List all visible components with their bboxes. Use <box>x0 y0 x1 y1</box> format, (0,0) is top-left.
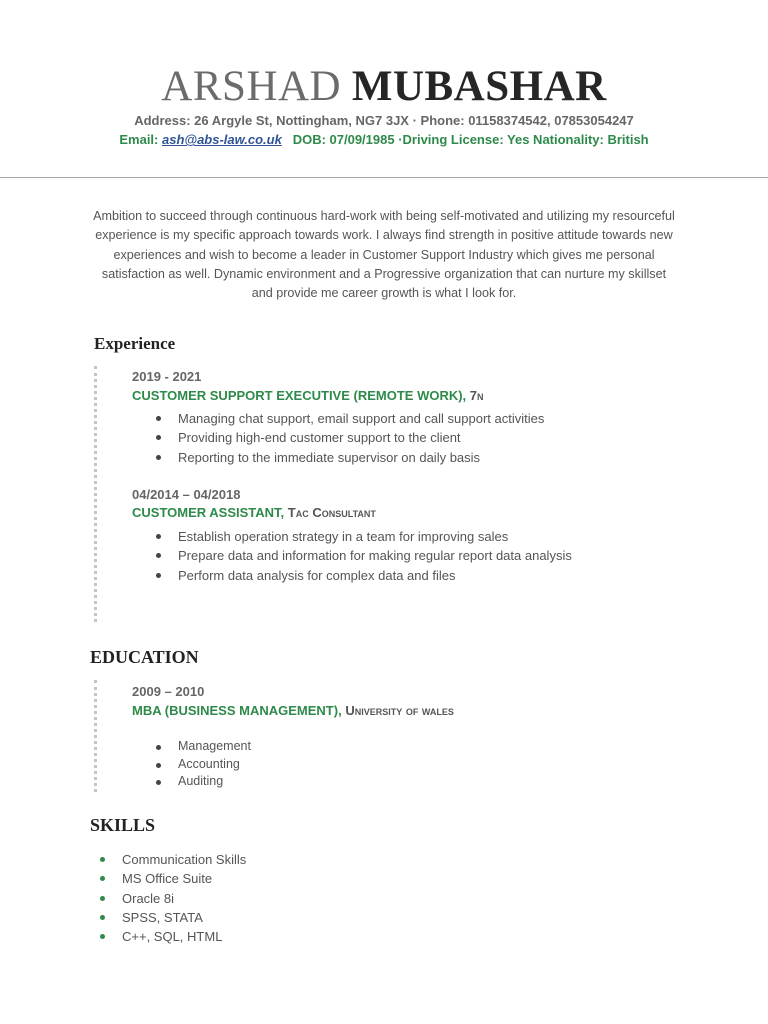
address-phone-line: Address: 26 Argyle St, Nottingham, NG7 3JX · Phone: 01158374542, 07853054247 <box>134 113 634 128</box>
job-1-dates: 2019 - 2021 <box>132 369 202 384</box>
list-item: Communication Skills <box>0 850 246 869</box>
education-subjects <box>0 738 251 791</box>
education-degree <box>132 703 454 718</box>
skills-heading: SKILLS <box>90 815 156 835</box>
candidate-name <box>0 62 768 112</box>
list-item: Managing chat support, email support and call support activities <box>0 409 544 428</box>
bullet-icon <box>156 534 161 539</box>
bullet-icon <box>100 934 105 939</box>
profile-summary: Ambition to succeed through continuous hard-work with being self-motivated and utilizing my resourceful experience is my specific approach towards work. I always find strength in positive attitude towards new experiences and wish to become a leader in Customer Support Industry which gives me personal satisfaction as well. Dynamic environment and a Progressive organization that can nurture my skillset and provide me career growth is what I look for. <box>93 209 675 301</box>
first-name: ARSHAD <box>161 63 342 110</box>
institution: University of wales <box>345 703 454 718</box>
job-1-title <box>132 388 484 403</box>
list-item: Auditing <box>0 773 251 791</box>
skills-list <box>0 850 246 946</box>
personal-details: DOB: 07/09/1985 ·Driving License: Yes Nationality: British <box>292 132 649 147</box>
bullet-icon <box>156 780 161 785</box>
bullet-icon <box>156 763 161 768</box>
job-2-title <box>132 505 376 520</box>
experience-heading: Experience <box>94 334 176 353</box>
job-2-employer: Tac Consultant <box>287 505 376 520</box>
list-item: Establish operation strategy in a team for improving sales <box>0 527 572 546</box>
job-1-position: CUSTOMER SUPPORT EXECUTIVE (REMOTE WORK), <box>132 388 467 403</box>
job-1-duties <box>0 409 544 467</box>
last-name: MUBASHAR <box>351 63 607 110</box>
list-item: Accounting <box>0 756 251 774</box>
bullet-icon <box>156 745 161 750</box>
list-item: MS Office Suite <box>0 869 246 888</box>
list-item: Providing high-end customer support to the client <box>0 428 544 447</box>
list-item: Perform data analysis for complex data and files <box>0 566 572 585</box>
education-dates: 2009 – 2010 <box>132 684 205 699</box>
email-label: Email: <box>119 132 159 147</box>
email-link[interactable]: ash@abs-law.co.uk <box>162 132 282 147</box>
list-item: Prepare data and information for making regular report data analysis <box>0 546 572 565</box>
contact-details-line <box>0 132 768 147</box>
list-item: C++, SQL, HTML <box>0 927 246 946</box>
header-divider <box>0 177 768 178</box>
bullet-icon <box>156 573 161 578</box>
bullet-icon <box>156 416 161 421</box>
bullet-icon <box>100 857 105 862</box>
bullet-icon <box>156 455 161 460</box>
bullet-icon <box>100 876 105 881</box>
degree-title: MBA (BUSINESS MANAGEMENT), <box>132 703 342 718</box>
bullet-icon <box>156 553 161 558</box>
list-item: SPSS, STATA <box>0 908 246 927</box>
job-2-duties <box>0 527 572 585</box>
list-item: Oracle 8i <box>0 889 246 908</box>
bullet-icon <box>100 896 105 901</box>
education-heading: EDUCATION <box>90 647 199 667</box>
list-item: Reporting to the immediate supervisor on daily basis <box>0 448 544 467</box>
job-2-position: CUSTOMER ASSISTANT, <box>132 505 285 520</box>
bullet-icon <box>156 435 161 440</box>
bullet-icon <box>100 915 105 920</box>
job-2-dates: 04/2014 – 04/2018 <box>132 487 241 502</box>
job-1-employer: 7n <box>469 388 484 403</box>
list-item: Management <box>0 738 251 756</box>
